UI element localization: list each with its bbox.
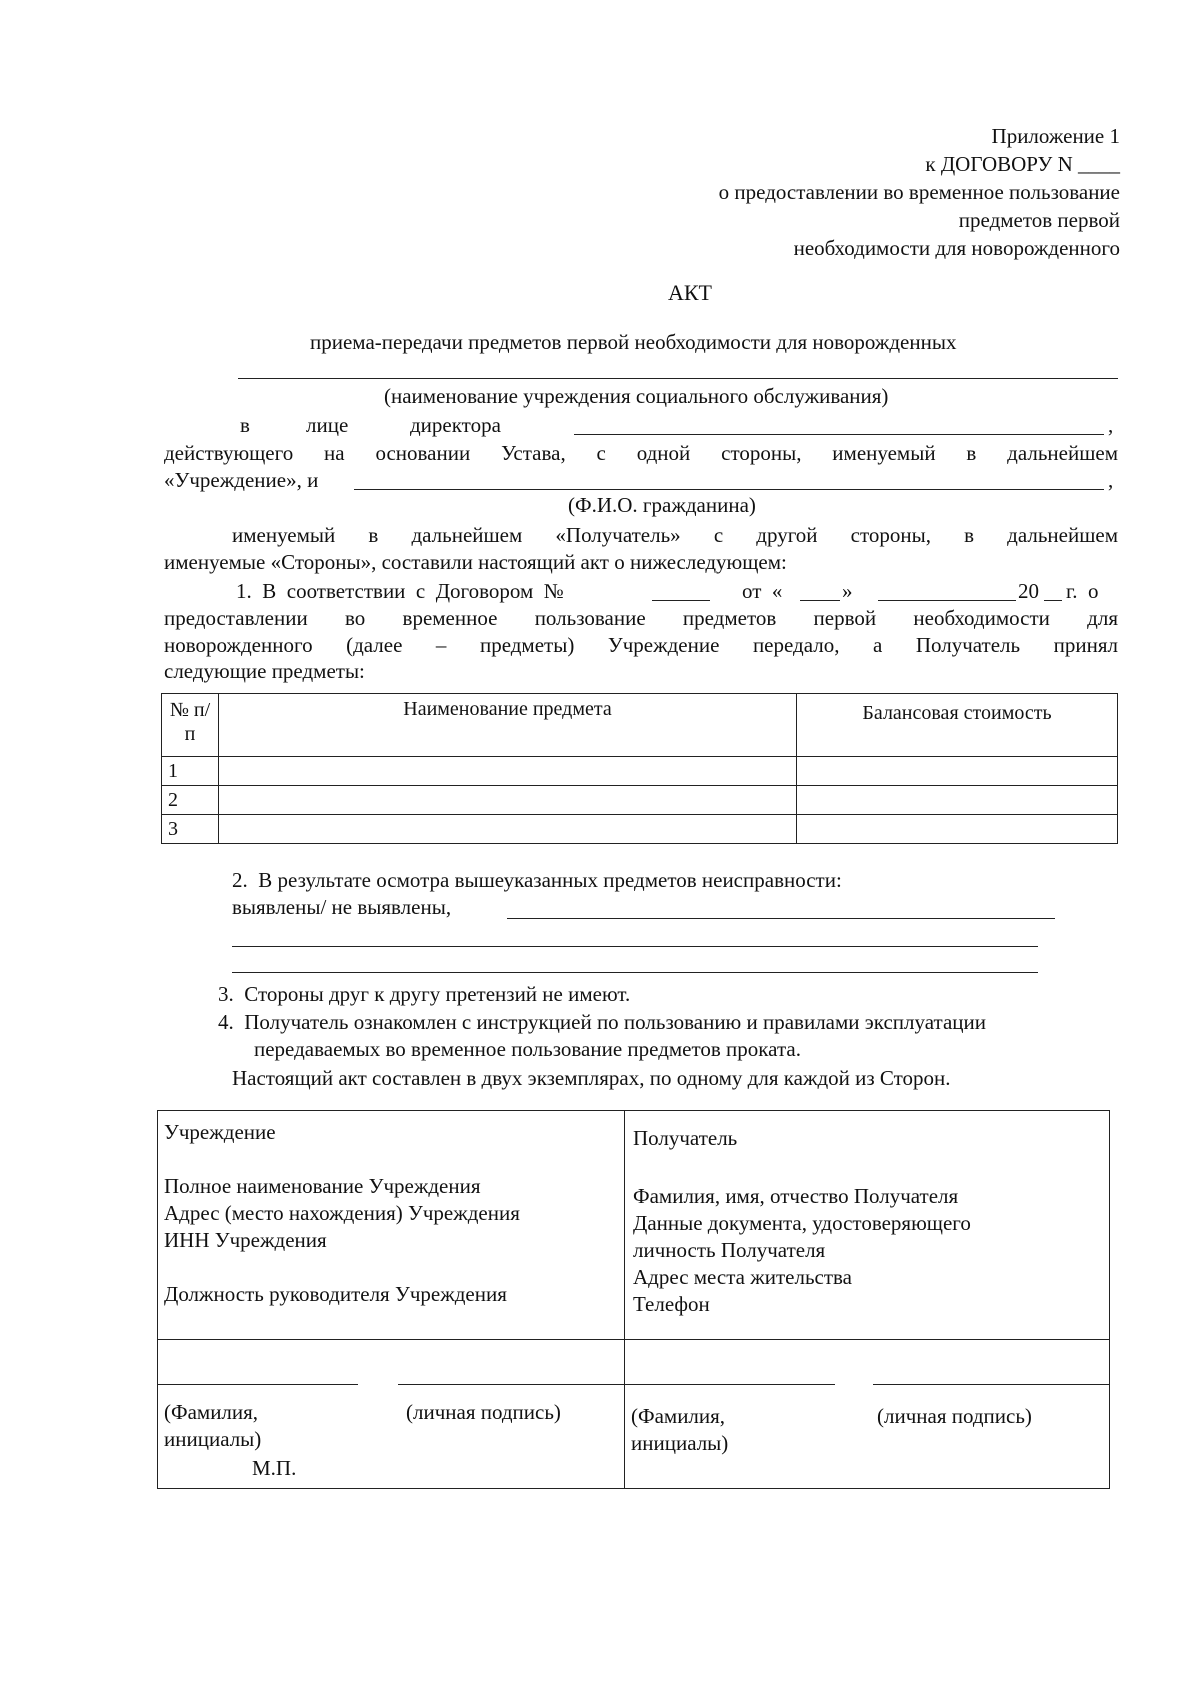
recipient-details-cell <box>625 1111 1110 1340</box>
item3-text: 3. Стороны друг к другу претензий не имеют. <box>218 982 631 1006</box>
director-name-line[interactable] <box>574 416 1104 435</box>
header-balance-cost: Балансовая стоимость <box>797 694 1118 757</box>
appendix-number: Приложение 1 <box>991 124 1120 148</box>
header-item-name: Наименование предмета <box>219 694 797 757</box>
item1-line2 <box>164 605 1118 632</box>
item-cost-cell[interactable] <box>797 815 1118 844</box>
recipient-signature-line[interactable] <box>873 1384 1109 1385</box>
contract-year-line[interactable] <box>1044 582 1062 601</box>
header-number: № п/п <box>162 694 219 757</box>
contract-reference: к ДОГОВОРУ N ____ <box>925 152 1120 176</box>
recipient-id-document-label: Данные документа, удостоверяющего <box>633 1211 971 1235</box>
recipient-name-sign-line[interactable] <box>625 1384 835 1385</box>
item-cost-cell[interactable] <box>797 786 1118 815</box>
row-number: 2 <box>162 786 219 815</box>
item1-text-e: г. о <box>1066 579 1099 603</box>
defects-line1[interactable] <box>507 918 1055 919</box>
item1-year-prefix: 20 <box>1018 579 1039 603</box>
fio-caption: (Ф.И.О. гражданина) <box>568 493 756 517</box>
contract-subject-line3: необходимости для новорожденного <box>793 236 1120 260</box>
recipient-full-name-label: Фамилия, имя, отчество Получателя <box>633 1184 959 1208</box>
recipient-sign-caption: (личная подпись) <box>877 1404 1032 1428</box>
institution-name-sign-line[interactable] <box>158 1384 358 1385</box>
institution-name-caption2: инициалы) <box>164 1427 262 1451</box>
item-name-cell[interactable] <box>219 815 797 844</box>
item1-text-a: 1. В соответствии с Договором № <box>236 579 564 603</box>
recipient-name-caption1: (Фамилия, <box>631 1404 726 1428</box>
item1-text-line3: новорожденного (далее – предметы) Учреждение передало, а Получатель принял <box>164 633 1118 657</box>
items-table-header <box>162 694 1118 757</box>
institution-inn-label: ИНН Учреждения <box>164 1228 327 1252</box>
intro-word-v: в <box>240 413 250 437</box>
item1-text-line4: следующие предметы: <box>164 659 365 683</box>
row-number: 3 <box>162 815 219 844</box>
item2-line2: выявлены/ не выявлены, <box>232 895 452 919</box>
contract-subject-line1: о предоставлении во временное пользование <box>718 180 1120 204</box>
institution-head-position-label: Должность руководителя Учреждения <box>164 1282 507 1306</box>
contract-number-line[interactable] <box>652 582 710 601</box>
intro-text-line5: именуемые «Стороны», составили настоящий акт о нижеследующем: <box>164 550 787 574</box>
contract-subject-line2: предметов первой <box>958 208 1120 232</box>
item4-line1: 4. Получатель ознакомлен с инструкцией по пользованию и правилами эксплуатации <box>218 1010 986 1034</box>
intro-line4 <box>232 522 1118 549</box>
recipient-id-document-label-cont: личность Получателя <box>633 1238 826 1262</box>
recipient-phone-label: Телефон <box>633 1292 710 1316</box>
institution-caption: (наименование учреждения социального обслуживания) <box>384 384 889 408</box>
defects-line2[interactable] <box>232 946 1038 947</box>
contract-day-line[interactable] <box>800 582 840 601</box>
intro-text-line3: «Учреждение», и <box>164 468 319 492</box>
contract-month-line[interactable] <box>878 582 1016 601</box>
citizen-name-line[interactable] <box>354 471 1104 490</box>
item1-text-c: » <box>842 579 853 603</box>
intro-text-line4: именуемый в дальнейшем «Получатель» с другой стороны, в дальнейшем <box>232 523 1118 547</box>
institution-name-line[interactable] <box>238 378 1118 379</box>
item1-text-line2: предоставлении во временное пользование предметов первой необходимости для <box>164 606 1118 630</box>
table-row <box>162 786 1118 815</box>
table-row <box>162 815 1118 844</box>
item4-line2: передаваемых во временное пользование предметов проката. <box>254 1037 801 1061</box>
intro-line3: «Учреждение», и , <box>164 468 1114 492</box>
institution-signature-line[interactable] <box>398 1384 624 1385</box>
item-name-cell[interactable] <box>219 786 797 815</box>
intro-text-line2: действующего на основании Устава, с одной стороны, именуемый в дальнейшем <box>164 441 1118 465</box>
item-name-cell[interactable] <box>219 757 797 786</box>
institution-full-name-label: Полное наименование Учреждения <box>164 1174 481 1198</box>
table-row <box>162 757 1118 786</box>
row-number: 1 <box>162 757 219 786</box>
item1-line4 <box>164 658 1118 685</box>
document-subtitle: приема-передачи предметов первой необходимости для новорожденных <box>310 330 957 354</box>
institution-details-cell <box>158 1111 625 1340</box>
document-title: АКТ <box>668 280 712 305</box>
closing-text: Настоящий акт составлен в двух экземплярах, по одному для каждой из Сторон. <box>232 1066 951 1090</box>
institution-heading: Учреждение <box>164 1120 276 1144</box>
defects-line3[interactable] <box>232 972 1038 973</box>
intro-line5 <box>164 549 1118 576</box>
recipient-address-label: Адрес места жительства <box>633 1265 852 1289</box>
recipient-name-caption2: инициалы) <box>631 1431 729 1455</box>
items-table <box>161 693 1118 844</box>
intro-line2 <box>164 440 1118 467</box>
institution-address-label: Адрес (место нахождения) Учреждения <box>164 1201 520 1225</box>
item-cost-cell[interactable] <box>797 757 1118 786</box>
appendix-header <box>420 122 1120 262</box>
item1-line3 <box>164 632 1118 659</box>
signatures-details-row <box>158 1111 1110 1340</box>
item2-line1: 2. В результате осмотра вышеуказанных предметов неисправности: <box>232 868 842 892</box>
intro-word-litse: лице <box>306 413 349 437</box>
recipient-sign-cell <box>625 1340 1110 1489</box>
institution-sign-caption: (личная подпись) <box>406 1400 561 1424</box>
recipient-heading: Получатель <box>633 1126 738 1150</box>
signatures-sign-row <box>158 1340 1110 1489</box>
institution-sign-cell <box>158 1340 625 1489</box>
signatures-table <box>157 1110 1110 1489</box>
item1-text-b: от « <box>742 579 783 603</box>
stamp-placeholder: М.П. <box>252 1456 297 1480</box>
institution-name-caption1: (Фамилия, <box>164 1400 259 1424</box>
intro-word-director: директора <box>410 413 501 437</box>
